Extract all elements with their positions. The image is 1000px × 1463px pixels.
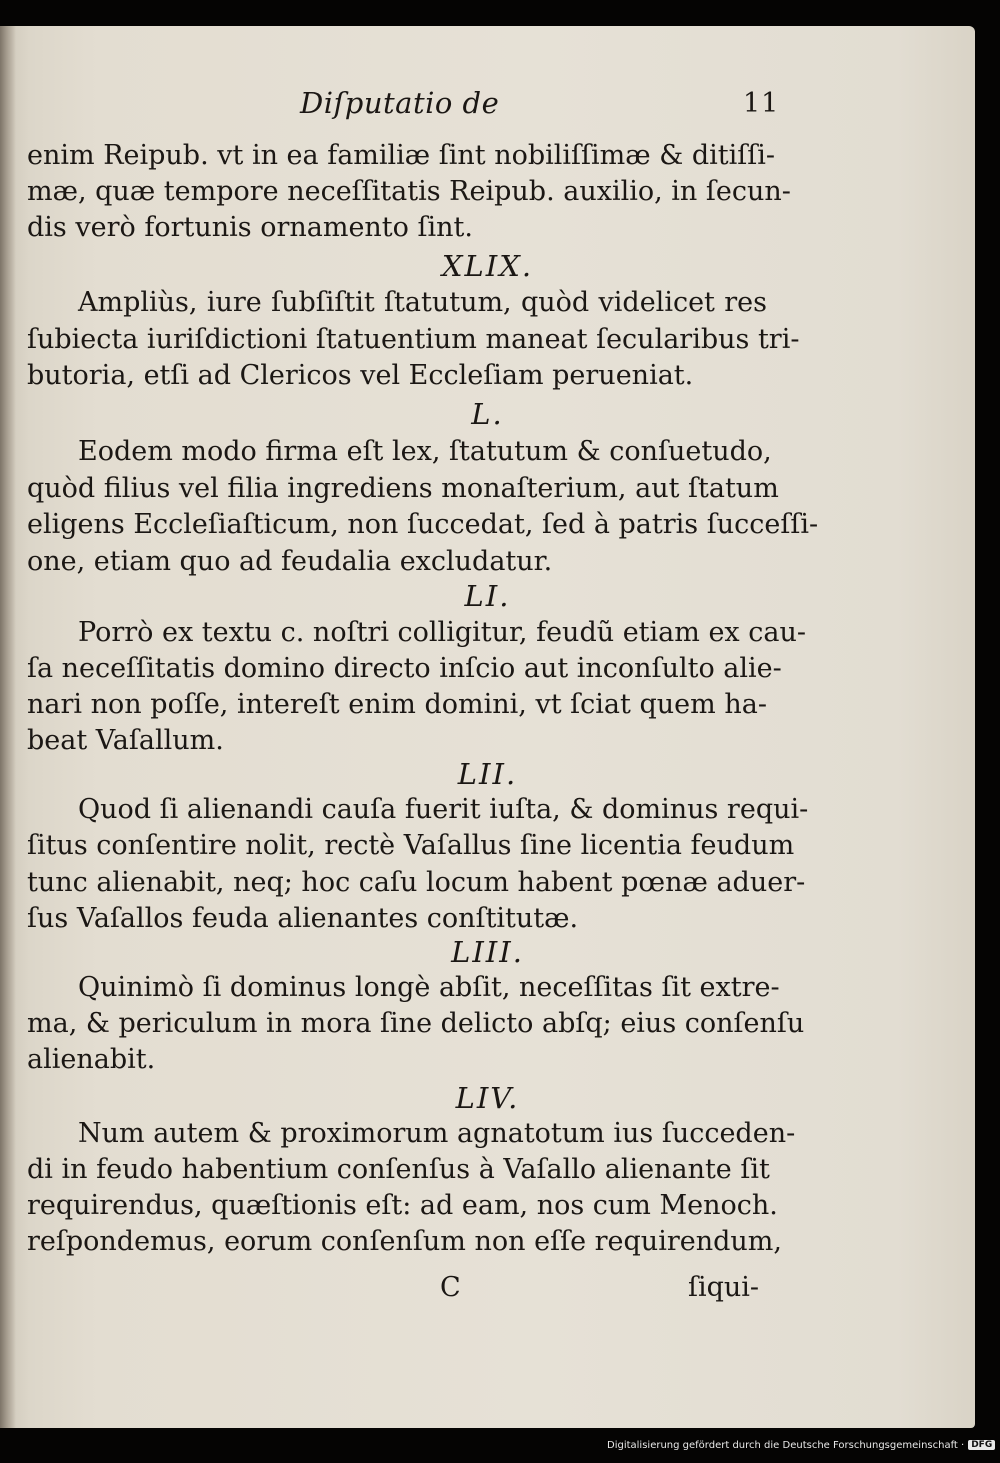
text-line: ſubiecta iuriſdictioni ſtatuentium maneat ſecularibus tri- <box>27 324 800 355</box>
digitization-credit <box>607 1440 995 1451</box>
section-heading-xlix: XLIX. <box>441 249 534 283</box>
book-page <box>0 26 975 1428</box>
signature-mark: C <box>440 1272 461 1303</box>
text-line: Quinimò ſi dominus longè abſit, neceſſitas ſit extre- <box>78 972 780 1003</box>
text-line: one, etiam quo ad feudalia excludatur. <box>27 546 553 577</box>
section-heading-li: LI. <box>464 579 511 613</box>
catchword: ſiqui- <box>688 1272 760 1303</box>
text-line: quòd filius vel filia ingrediens monaſterium, aut ſtatum <box>27 473 779 504</box>
page-text <box>0 26 975 1428</box>
text-line: enim Reipub. vt in ea familiæ ſint nobiliſſimæ & ditiſſi- <box>27 140 775 171</box>
text-line: di in feudo habentium conſenſus à Vaſallo alienante ſit <box>27 1154 770 1185</box>
section-heading-liv: LIV. <box>455 1081 520 1115</box>
text-line: mæ, quæ tempore neceſſitatis Reipub. auxilio, in ſecun- <box>27 176 791 207</box>
text-line: beat Vaſallum. <box>27 725 224 756</box>
text-line: Eodem modo firma eſt lex, ſtatutum & conſuetudo, <box>78 436 772 467</box>
text-line: alienabit. <box>27 1044 156 1075</box>
text-line: tunc alienabit, neq; hoc caſu locum habent pœnæ aduer- <box>27 867 806 898</box>
section-heading-lii: LII. <box>457 757 518 791</box>
page-number: 11 <box>743 88 780 119</box>
text-line: ſitus conſentire nolit, rectè Vaſallus ſine licentia feudum <box>27 830 795 861</box>
credit-text: Digitalisierung gefördert durch die Deutsche Forschungsgemeinschaft · <box>607 1440 965 1451</box>
text-line: ſus Vaſallos feuda alienantes conſtitutæ. <box>27 903 579 934</box>
text-line: Ampliùs, iure ſubſiſtit ſtatutum, quòd videlicet res <box>78 287 767 318</box>
text-line: butoria, etſi ad Clericos vel Eccleſiam perueniat. <box>27 360 694 391</box>
running-head: Diſputatio de <box>300 86 500 120</box>
text-line: dis verò fortunis ornamento ſint. <box>27 212 473 243</box>
text-line: Num autem & proximorum agnatotum ius ſucceden- <box>78 1118 796 1149</box>
section-heading-liii: LIII. <box>451 935 524 969</box>
dfg-logo-icon: DFG <box>968 1440 995 1450</box>
text-line: requirendus, quæſtionis eſt: ad eam, nos cum Menoch. <box>27 1190 778 1221</box>
section-heading-l: L. <box>471 397 504 431</box>
text-line: eligens Eccleſiaſticum, non ſuccedat, ſed à patris ſucceſſi- <box>27 509 819 540</box>
text-line: ſa neceſſitatis domino directo inſcio aut inconſulto alie- <box>27 653 782 684</box>
text-line: reſpondemus, eorum conſenſum non eſſe requirendum, <box>27 1226 782 1257</box>
text-line: ma, & periculum in mora ſine delicto abſq; eius conſenſu <box>27 1008 805 1039</box>
text-line: Quod ſi alienandi cauſa fuerit iuſta, & dominus requi- <box>78 794 809 825</box>
text-line: Porrò ex textu c. noſtri colligitur, feudũ etiam ex cau- <box>78 617 806 648</box>
text-line: nari non poſſe, intereſt enim domini, vt ſciat quem ha- <box>27 689 767 720</box>
